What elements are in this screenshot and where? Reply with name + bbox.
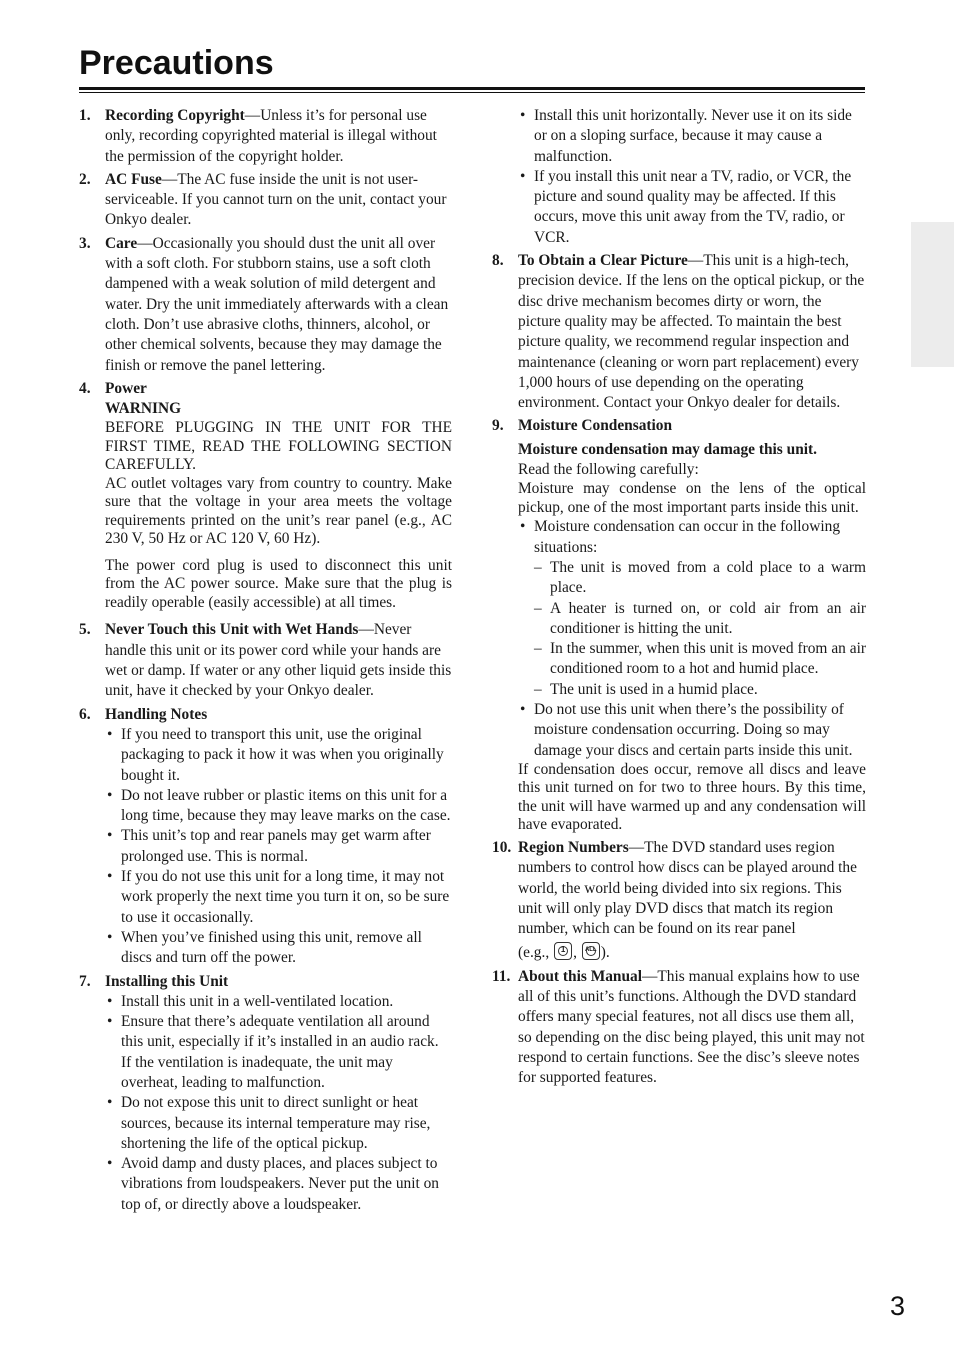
item-heading: Care [105, 234, 138, 252]
list-item [518, 517, 866, 700]
title-rule-thin [79, 92, 865, 93]
item-heading: Never Touch this Unit with Wet Hands [105, 621, 359, 639]
item-heading: Handling Notes [105, 705, 208, 723]
item-body: —The AC fuse inside the unit is not user-serviceable. If you cannot turn on the unit, contact your Onkyo dealer. [105, 170, 447, 229]
list-item: • When you’ve finished using this unit, remove all discs and turn off the power. [105, 928, 452, 969]
moisture-intro: Moisture may condense on the lens of the optical pickup, one of the most important parts inside this unit. [518, 480, 866, 516]
item-handling-notes [79, 705, 452, 969]
item-body: —Occasionally you should dust the unit all over with a soft cloth. For stubborn stains, use a soft cloth dampened with a weak solution of mild detergent and water. Dry the unit immediately afterwards with a clean cloth. Don’t use abrasive cloths, thinners, alcohol, or other chemical solvents, because they may damage the finish or remove the panel lettering. [105, 234, 449, 374]
region-icon-label: ALL [584, 947, 597, 954]
warning-text: BEFORE PLUGGING IN THE UNIT FOR THE FIRST TIME, READ THE FOLLOWING SECTION CAREFULLY. [105, 419, 452, 474]
item-about-manual [492, 967, 866, 1089]
list-item: • Install this unit in a well-ventilated location. [105, 992, 452, 1012]
item-body: —This unit is a high-tech, precision device. If the lens on the optical pickup, or the disc drive mechanism becomes dirty or worn, the picture quality may be affected. To maintain the best picture quality, we recommend regular inspection and maintenance (cleaning or worn part replacement) every 1,000 hours of use depending on the operating environment. Contact your Onkyo dealer for details. [518, 252, 865, 412]
situations-list [534, 558, 866, 700]
example-close: ). [600, 944, 610, 962]
example-separator: , [573, 944, 577, 962]
region-all-icon [582, 942, 600, 960]
example-open: (e.g., [518, 944, 550, 962]
read-carefully-text: Read the following carefully: [518, 461, 699, 479]
item-number: 6. [79, 705, 91, 723]
region-1-icon [554, 942, 572, 960]
item-number: 5. [79, 621, 91, 639]
item-number: 3. [79, 234, 91, 252]
list-item: • Do not leave rubber or plastic items on this unit for a long time, because they may leave marks on the case. [105, 786, 452, 827]
installing-list [105, 992, 452, 1215]
dash-item: – A heater is turned on, or cold air from an air conditioner is hitting the unit. [534, 599, 866, 640]
moisture-list [518, 517, 866, 761]
condensation-closing: If condensation does occur, remove all discs and leave this unit turned on for two to three hours. By this time, the unit will have warmed up and any condensation will have evaporated. [518, 760, 866, 834]
list-item: • Avoid damp and dusty places, and places subject to vibrations from loudspeakers. Never put the unit on top of, or directly above a loudspeaker. [105, 1154, 452, 1215]
item-ac-fuse [79, 170, 452, 231]
item-recording-copyright [79, 106, 452, 167]
installing-list-continued [518, 106, 866, 248]
item-heading: Recording Copyright [105, 107, 245, 124]
power-plug-text: The power cord plug is used to disconnect this unit from the AC power source. Make sure that the plug is readily operable (easily accessible) at all times. [105, 556, 452, 611]
dash-item: – The unit is used in a humid place. [534, 680, 866, 700]
item-number: 10. [492, 838, 512, 856]
item-heading: Installing this Unit [105, 972, 229, 990]
list-item-text: Moisture condensation can occur in the following situations: [534, 518, 841, 556]
page-number: 3 [890, 1291, 906, 1321]
item-heading: Region Numbers [518, 838, 629, 856]
item-installing-unit [79, 972, 452, 1216]
item-heading: Moisture Condensation [518, 417, 673, 435]
item-number: 9. [492, 417, 504, 435]
item-number: 8. [492, 252, 504, 270]
item-region-numbers [492, 838, 866, 964]
region-icon-label: 1 [560, 945, 566, 955]
item-power [79, 379, 452, 613]
title-rule [79, 87, 865, 90]
list-item: • Do not expose this unit to direct sunlight or heat sources, because its internal temperature may rise, shortening the life of the optical pickup. [105, 1093, 452, 1154]
item-clear-picture [492, 251, 866, 413]
item-subheading: Moisture condensation may damage this unit. [518, 440, 817, 458]
dash-item: – In the summer, when this unit is moved from an air conditioned room to a hot and humid place. [534, 639, 866, 680]
left-column [79, 106, 452, 1218]
list-item: • Do not use this unit when there’s the possibility of moisture condensation occurring. Doing so may damage your discs and certain parts inside this unit. [518, 700, 866, 761]
item-number: 11. [492, 967, 511, 985]
item-body: —The DVD standard uses region numbers to control how discs can be played around the world, the world being divided into six regions. This unit will only play DVD discs that match its region number, which can be found on its rear panel [518, 838, 857, 938]
list-item: • If you install this unit near a TV, radio, or VCR, the picture and sound quality may be affected. If this occurs, move this unit away from the TV, radio, or VCR. [518, 167, 866, 248]
list-item: • If you do not use this unit for a long time, it may not work properly the next time you turn it on, so be sure to use it occasionally. [105, 867, 452, 928]
item-number: 4. [79, 379, 91, 397]
item-number: 7. [79, 972, 91, 990]
side-tab [911, 222, 954, 367]
item-care [79, 234, 452, 376]
item-wet-hands [79, 620, 452, 701]
list-item: • This unit’s top and rear panels may get warm after prolonged use. This is normal. [105, 826, 452, 867]
outlet-voltage-text: AC outlet voltages vary from country to country. Make sure that the voltage in your area meets the voltage requirements printed on the unit’s rear panel (e.g., AC 230 V, 50 Hz or AC 120 V, 60 Hz). [105, 474, 452, 548]
item-heading: Power [105, 379, 147, 397]
right-column [492, 106, 866, 1091]
handling-notes-list [105, 725, 452, 969]
item-body: —This manual explains how to use all of this unit’s functions. Although the DVD standard offers many special features, not all discs use them all, so depending on the disc being played, this unit may not respond to certain functions. See the disc’s sleeve notes for supported features. [518, 967, 865, 1087]
list-item: • If you need to transport this unit, use the original packaging to pack it how it was when you originally bought it. [105, 725, 452, 786]
item-number: 1. [79, 107, 91, 124]
item-heading: To Obtain a Clear Picture [518, 252, 688, 270]
item-moisture-condensation [492, 416, 866, 834]
item-heading: AC Fuse [105, 170, 162, 188]
dash-item: – The unit is moved from a cold place to a warm place. [534, 558, 866, 599]
list-item: • Install this unit horizontally. Never use it on its side or on a sloping surface, because it may cause a malfunction. [518, 106, 866, 167]
installing-continued [492, 106, 866, 248]
item-body: —Unless it’s for personal use only, recording copyrighted material is illegal without the permission of the copyright holder. [105, 107, 437, 165]
page-title: Precautions [79, 44, 274, 82]
list-item: • Ensure that there’s adequate ventilation all around this unit, especially if it’s installed in an audio rack. If the ventilation is inadequate, the unit may overheat, leading to malfunction. [105, 1012, 452, 1093]
item-heading: About this Manual [518, 967, 643, 985]
item-number: 2. [79, 170, 91, 188]
item-body: —Never handle this unit or its power cord while your hands are wet or damp. If water or any other liquid gets inside this unit, have it checked by your Onkyo dealer. [105, 621, 452, 700]
warning-label: WARNING [105, 400, 182, 418]
